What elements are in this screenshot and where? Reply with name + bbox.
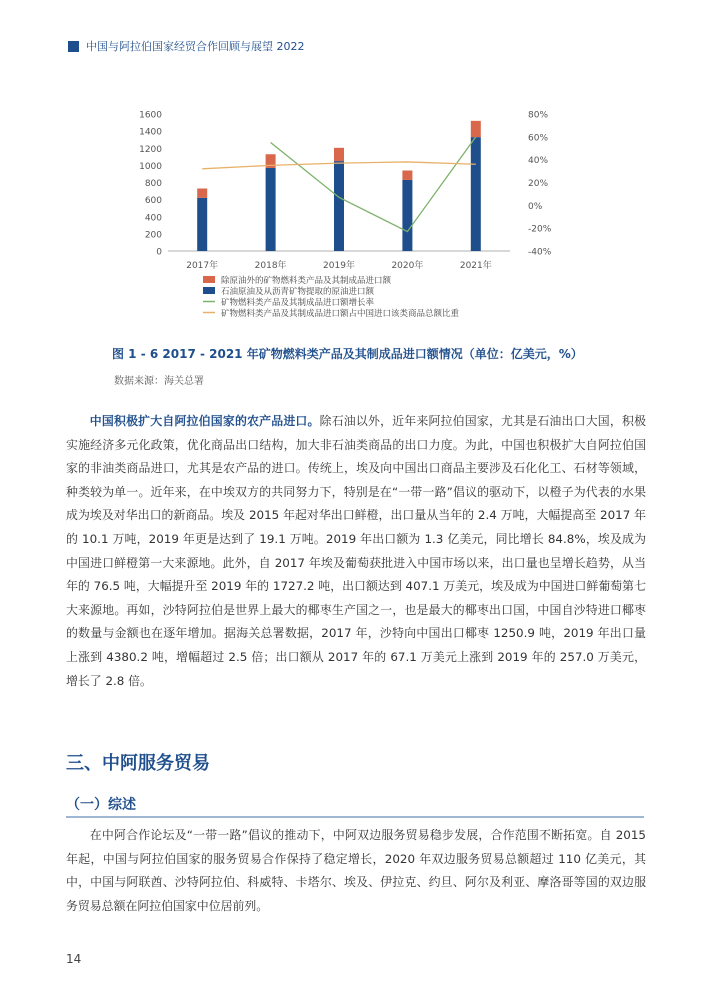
y-right-tick-label: 40% (528, 156, 549, 167)
legend-swatch (203, 287, 215, 294)
y-left-tick-label: 1400 (139, 127, 162, 138)
section-title: 三、中阿服务贸易 (66, 753, 210, 774)
bar-crude-oil (334, 161, 344, 251)
bar-other-fuel (334, 148, 344, 161)
y-left-tick-label: 600 (144, 196, 162, 207)
y-right-tick-label: 60% (528, 133, 549, 144)
bar-crude-oil (197, 198, 207, 251)
header-title: 中国与阿拉伯国家经贸合作回顾与展望 2022 (86, 40, 305, 53)
bar-crude-oil (266, 168, 276, 251)
paragraph-body: 除石油以外，近年来阿拉伯国家，尤其是石油出口大国，积极实施经济多元化政策，优化商品出口结构，加大非石油类商品的出口力度。为此，中国也积极扩大自阿拉伯国家的非油类商品进口，尤其是农产品的进口。传统上，埃及向中国出口商品主要涉及石化化工、石材等领域，种类较为单一。近年来，在中埃双方的共同努力下，特别是在“一带一路”倡议的驱动下，以橙子为代表的水果成为埃及对华出口的新商品。埃及 2015 年起对华出口鲜橙，出口量从当年的 2.4 万吨，大幅提高至 2017 年的 10.1 万吨，2019 年更是达到了 19.1 万吨。2019 年出口额为 1.3 亿美元，同比增长 84.8%，埃及成为中国进口鲜橙第一大来源地。此外，自 2017 年埃及葡萄获批进入中国市场以来，出口量也呈增长趋势，从当年的 76.5 吨，大幅提升至 2019 年的 1727.2 吨，出口额达到 407.1 万美元，埃及成为中国进口鲜葡萄第七大来源地。再如，沙特阿拉伯是世界上最大的椰枣生产国之一，也是最大的椰枣出口国，中国自沙特进口椰枣的数量与金额也在逐年增加。据海关总署数据，2017 年，沙特向中国出口椰枣 1250.9 吨，2019 年出口量上涨到 4380.2 吨，增幅超过 2.5 倍；出口额从 2017 年的 67.1 万美元上涨到 2019 年的 257.0 万美元，增长了 2.8 倍。 (66, 414, 646, 688)
legend-label: 矿物燃料类产品及其制成品进口额占中国进口该类商品总额比重 (221, 309, 460, 319)
figure-source: 数据来源：海关总署 (114, 376, 204, 387)
x-tick-label: 2019年 (323, 261, 355, 271)
y-right-tick-label: 80% (528, 110, 549, 121)
y-left-tick-label: 1000 (139, 161, 162, 172)
bar-crude-oil (402, 180, 412, 251)
legend-swatch (203, 276, 215, 283)
y-left-tick-label: 1200 (139, 144, 162, 155)
y-left-tick-label: 0 (156, 247, 162, 258)
y-right-tick-label: 20% (528, 179, 549, 189)
x-tick-label: 2017年 (186, 261, 219, 271)
subsection-title: （一）综述 (66, 797, 136, 813)
line-growth-rate (271, 137, 476, 232)
x-tick-label: 2021年 (459, 261, 492, 271)
x-tick-label: 2020年 (391, 261, 424, 271)
legend-label: 石油原油及从沥青矿物提取的原油进口额 (221, 287, 375, 297)
paragraph-services-overview: 在中阿合作论坛及“一带一路”倡议的推动下，中阿双边服务贸易稳步发展，合作范围不断拓宽。自 2015 年起，中国与阿拉伯国家的服务贸易合作保持了稳定增长，2020 年双边服务贸易总额超过 110 亿美元，其中，中国与阿联酋、沙特阿拉伯、科威特、卡塔尔、埃及、伊拉克、约旦、阿尔及利亚、摩洛哥等国的双边服务贸易总额在阿拉伯国家中位居前列。 (66, 828, 646, 913)
legend-label: 除原油外的矿物燃料类产品及其制成品进口额 (221, 276, 392, 286)
bar-other-fuel (197, 188, 207, 197)
y-left-tick-label: 200 (144, 230, 162, 241)
bar-other-fuel (471, 121, 481, 137)
legend-label: 矿物燃料类产品及其制成品进口额增长率 (221, 298, 375, 308)
bar-crude-oil (471, 137, 481, 251)
figure-caption: 图 1 - 6 2017 - 2021 年矿物燃料类产品及其制成品进口额情况（单位：亿美元，%） (112, 347, 583, 361)
paragraph-agri-imports (66, 410, 646, 693)
y-right-tick-label: 0% (528, 201, 543, 212)
y-right-tick-label: -20% (528, 224, 552, 235)
x-tick-label: 2018年 (254, 261, 287, 271)
fuel-import-chart (120, 100, 570, 336)
page-number: 14 (66, 952, 82, 966)
y-left-tick-label: 400 (144, 213, 162, 224)
y-left-tick-label: 800 (144, 179, 162, 189)
subsection-rule (66, 816, 644, 818)
bar-other-fuel (402, 171, 412, 180)
y-right-tick-label: -40% (528, 247, 552, 258)
header-square-icon (68, 41, 79, 52)
paragraph-lead: 中国积极扩大自阿拉伯国家的农产品进口。 (89, 414, 320, 428)
running-header (68, 38, 305, 54)
y-left-tick-label: 1600 (139, 110, 162, 121)
